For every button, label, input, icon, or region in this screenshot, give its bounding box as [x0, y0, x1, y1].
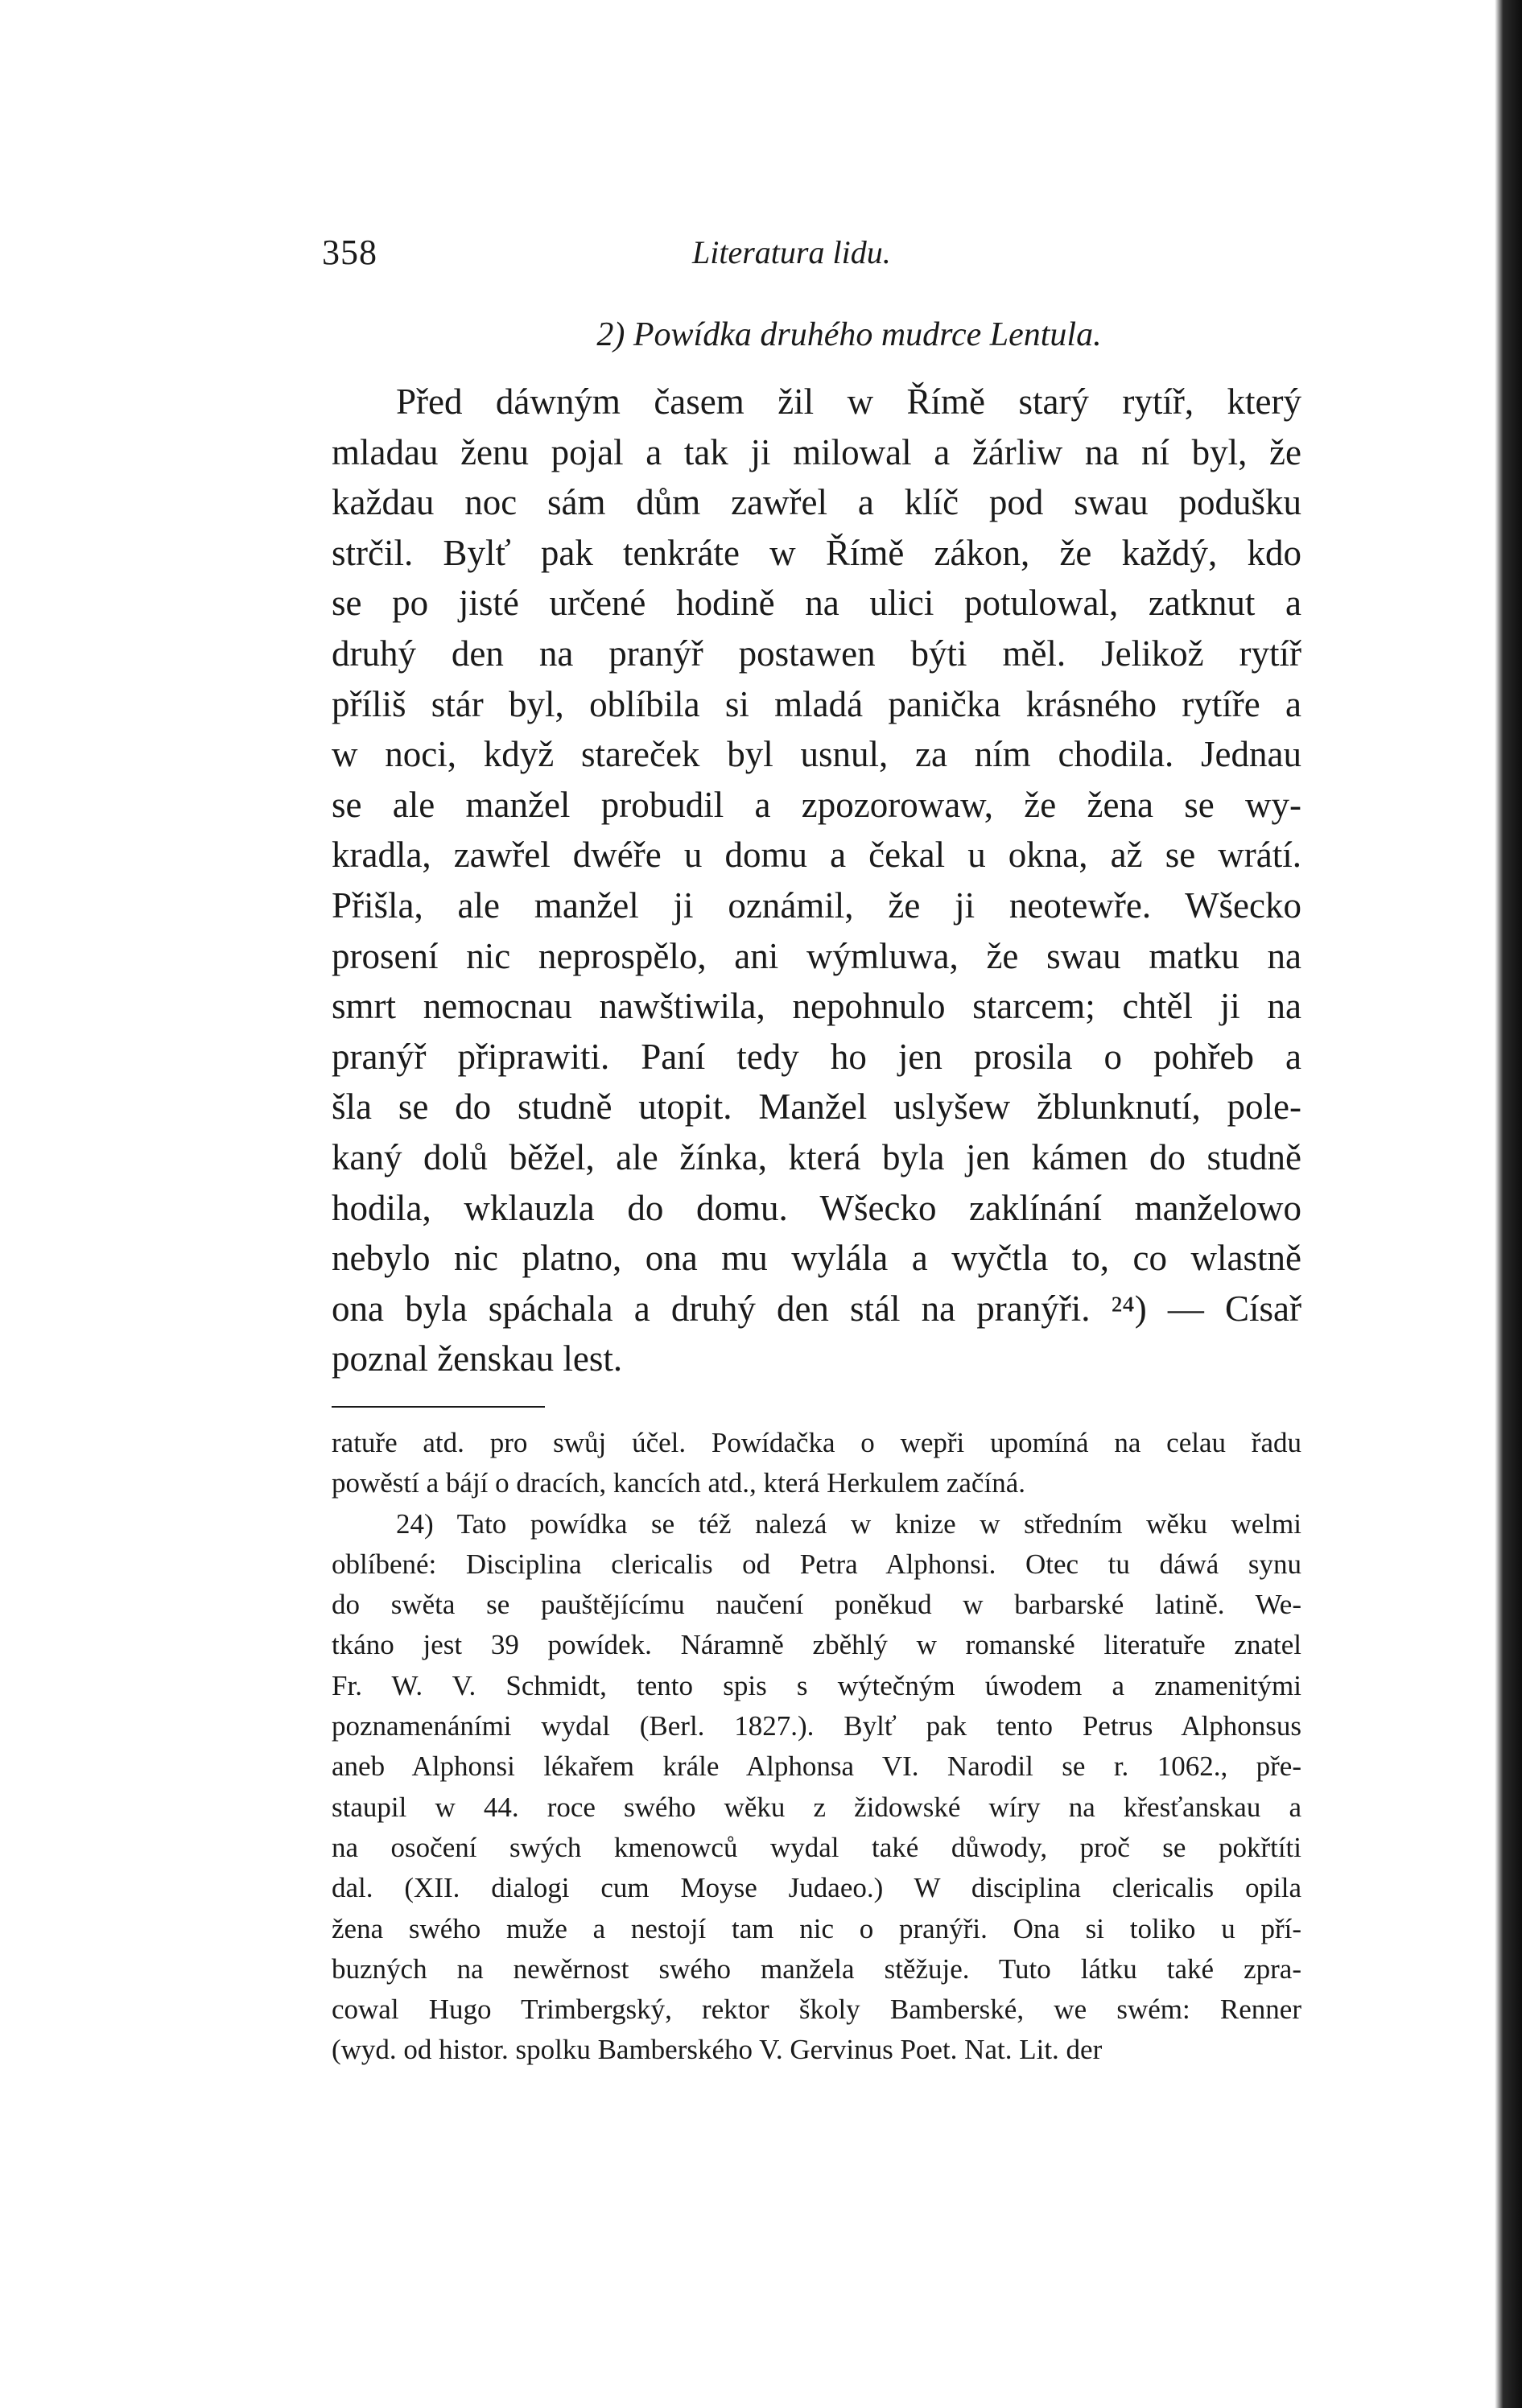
body-line: pranýř připrawiti. Paní tedy ho jen prosila o pohřeb a	[332, 1036, 1301, 1077]
body-line: ona byla spáchala a druhý den stál na pranýři. ²⁴) — Císař	[332, 1288, 1301, 1329]
page-number: 358	[322, 233, 377, 272]
footnote-line: 24) Tato powídka se též nalezá w knize w středním wěku welmi	[396, 1507, 1301, 1540]
footnote-line: do swěta se pauštějícímu naučení poněkud w barbarské latině. We-	[332, 1589, 1301, 1621]
body-line: kradla, zawřel dwéře u domu a čekal u okna, až se wrátí.	[332, 835, 1301, 876]
body-line: každau noc sám dům zawřel a klíč pod swau podušku	[332, 482, 1301, 523]
footnote-line: Fr. W. V. Schmidt, tento spis s wýtečným úwodem a znamenitými	[332, 1669, 1301, 1701]
body-line: nebylo nic platno, ona mu wylála a wyčtla to, co wlastně	[332, 1238, 1301, 1279]
footnote-line: dal. (XII. dialogi cum Moyse Judaeo.) W disciplina clericalis opila	[332, 1872, 1301, 1904]
body-line: Přišla, ale manžel ji oznámil, že ji neotewře. Wšecko	[332, 884, 1301, 926]
section-heading: 2) Powídka druhého mudrce Lentula.	[596, 316, 1102, 353]
body-text	[332, 377, 1301, 1384]
footnote-line: (wyd. od histor. spolku Bamberského V. Gervinus Poet. Nat. Lit. der	[332, 2034, 1103, 2066]
footnote-line: cowal Hugo Trimbergský, rektor školy Bamberské, we swém: Renner	[332, 1994, 1301, 2026]
footnote-line: tkáno jest 39 powídek. Náramně zběhlý w romanské literatuře znatel	[332, 1629, 1301, 1661]
body-line: Před dáwným časem žil w Římě starý rytíř, který	[396, 381, 1301, 422]
footnote-line: ratuře atd. pro swůj účel. Powídačka o wepři upomíná na celau řadu	[332, 1427, 1301, 1458]
body-line: druhý den na pranýř postawen býti měl. Jelikož rytíř	[332, 633, 1301, 674]
body-line: kaný dolů běžel, ale žínka, která byla jen kámen do studně	[332, 1136, 1301, 1177]
footnote-line: staupil w 44. roce swého wěku z židowské wíry na křesťanskau a	[332, 1791, 1301, 1823]
body-line: smrt nemocnau nawštiwila, nepohnulo starcem; chtěl ji na	[332, 986, 1301, 1027]
body-line: se po jisté určené hodině na ulici potulowal, zatknut a	[332, 583, 1301, 624]
page-header	[322, 232, 1312, 280]
footnote-line: poznamenáními wydal (Berl. 1827.). Bylť pak tento Petrus Alphonsus	[332, 1710, 1301, 1742]
body-line: příliš stár byl, oblíbila si mladá panička krásného rytíře a	[332, 683, 1301, 724]
body-line: mladau ženu pojal a tak ji milowal a žárliw na ní byl, že	[332, 431, 1301, 472]
footnote-line: oblíbené: Disciplina clericalis od Petra Alphonsi. Otec tu dáwá synu	[332, 1548, 1301, 1580]
body-line: strčil. Bylť pak tenkráte w Římě zákon, že každý, kdo	[332, 532, 1301, 573]
body-line: hodila, wklauzla do domu. Wšecko zaklínání manželowo	[332, 1187, 1301, 1228]
footnote-line: powěstí a bájí o dracích, kancích atd., která Herkulem začíná.	[332, 1467, 1025, 1499]
body-line: w noci, když stareček byl usnul, za ním chodila. Jednau	[332, 734, 1301, 775]
footnote-line: aneb Alphonsi lékařem krále Alphonsa VI. Narodil se r. 1062., pře-	[332, 1750, 1301, 1783]
running-title: Literatura lidu.	[692, 234, 891, 270]
body-line: šla se do studně utopit. Manžel uslyšew žblunknutí, pole-	[332, 1086, 1301, 1128]
scan-page-edge	[1480, 0, 1522, 2408]
body-line: poznal ženskau lest.	[332, 1338, 623, 1379]
body-line: se ale manžel probudil a zpozorowaw, že žena se wy-	[332, 784, 1301, 825]
footnote-line: buzných na newěrnost swého manžela stěžuje. Tuto látku také zpra-	[332, 1952, 1301, 1985]
footnote-line: žena swého muže a nestojí tam nic o pranýři. Ona si toliko u pří-	[332, 1912, 1301, 1944]
body-line: prosení nic neprospělo, ani wýmluwa, že swau matku na	[332, 935, 1301, 976]
footnote-line: na osočení swých kmenowců wydal také důwody, proč se pokřtíti	[332, 1831, 1301, 1863]
footnotes	[332, 1423, 1301, 2071]
footnote-divider	[332, 1406, 545, 1408]
